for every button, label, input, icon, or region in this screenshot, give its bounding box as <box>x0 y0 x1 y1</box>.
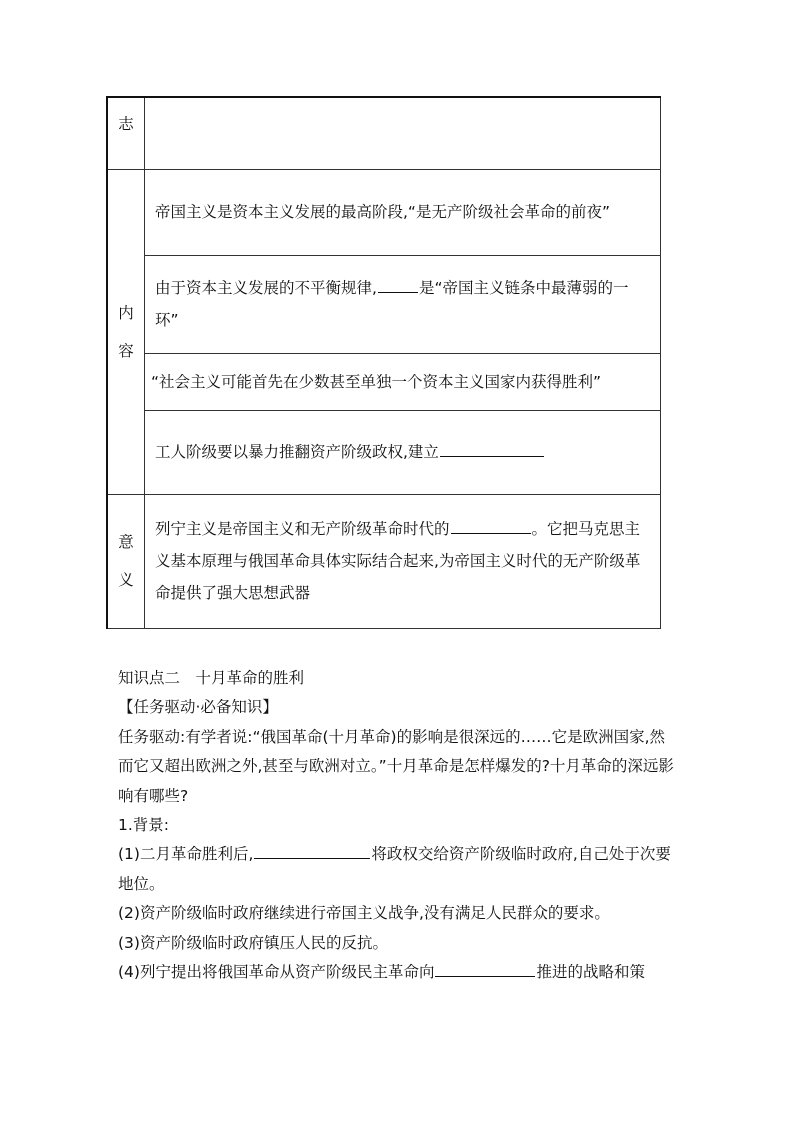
section-subheading: 【任务驱动·必备知识】 <box>118 698 278 717</box>
row-label-zhi: 志 <box>107 97 145 169</box>
row-label-content: 内容 <box>107 169 145 494</box>
content-cell-1: 帝国主义是资本主义发展的最高阶段,“是无产阶级社会革命的前夜” <box>145 169 661 255</box>
row-label-significance: 意义 <box>107 494 145 628</box>
section-heading: 知识点二 十月革命的胜利 <box>118 669 305 687</box>
table-row <box>107 494 661 628</box>
table-row <box>107 169 661 255</box>
row-content-empty <box>145 97 661 169</box>
fill-blank[interactable] <box>254 842 370 859</box>
table-row <box>107 353 661 410</box>
list-item: (4)列宁提出将俄国革命从资产阶级民主革命向 推进的战略和策 <box>118 958 678 987</box>
leninism-table <box>106 96 661 629</box>
item-title: 1.背景: <box>118 816 170 835</box>
content-cell-3: “社会主义可能首先在少数甚至单独一个资本主义国家内获得胜利” <box>145 353 661 410</box>
content-cell-5: 列宁主义是帝国主义和无产阶级革命时代的 。它把马克思主义基本原理与俄国革命具体实际结合起来,为帝国主义时代的无产阶级革命提供了强大思想武器 <box>145 494 661 628</box>
list-item: (1)二月革命胜利后, 将政权交给资产阶级临时政府,自己处于次要地位。 <box>118 840 678 899</box>
list-item: (3)资产阶级临时政府镇压人民的反抗。 <box>118 933 388 952</box>
list-item: (2)资产阶级临时政府继续进行帝国主义战争,没有满足人民群众的要求。 <box>118 904 610 923</box>
fill-blank[interactable] <box>378 276 418 293</box>
section-october-revolution <box>118 664 678 987</box>
fill-blank[interactable] <box>435 960 535 977</box>
fill-blank[interactable] <box>451 517 531 534</box>
table-row <box>107 97 661 169</box>
fill-blank[interactable] <box>440 440 544 457</box>
table-row <box>107 255 661 353</box>
content-cell-4: 工人阶级要以暴力推翻资产阶级政权,建立 <box>145 410 661 494</box>
content-cell-2: 由于资本主义发展的不平衡规律, 是“帝国主义链条中最薄弱的一环” <box>145 255 661 353</box>
task-prompt: 任务驱动:有学者说:“俄国革命(十月革命)的影响是很深远的……它是欧洲国家,然而它又超出欧洲之外,甚至与欧洲对立。”十月革命是怎样爆发的?十月革命的深远影响有哪些? <box>118 727 674 805</box>
table-row <box>107 410 661 494</box>
